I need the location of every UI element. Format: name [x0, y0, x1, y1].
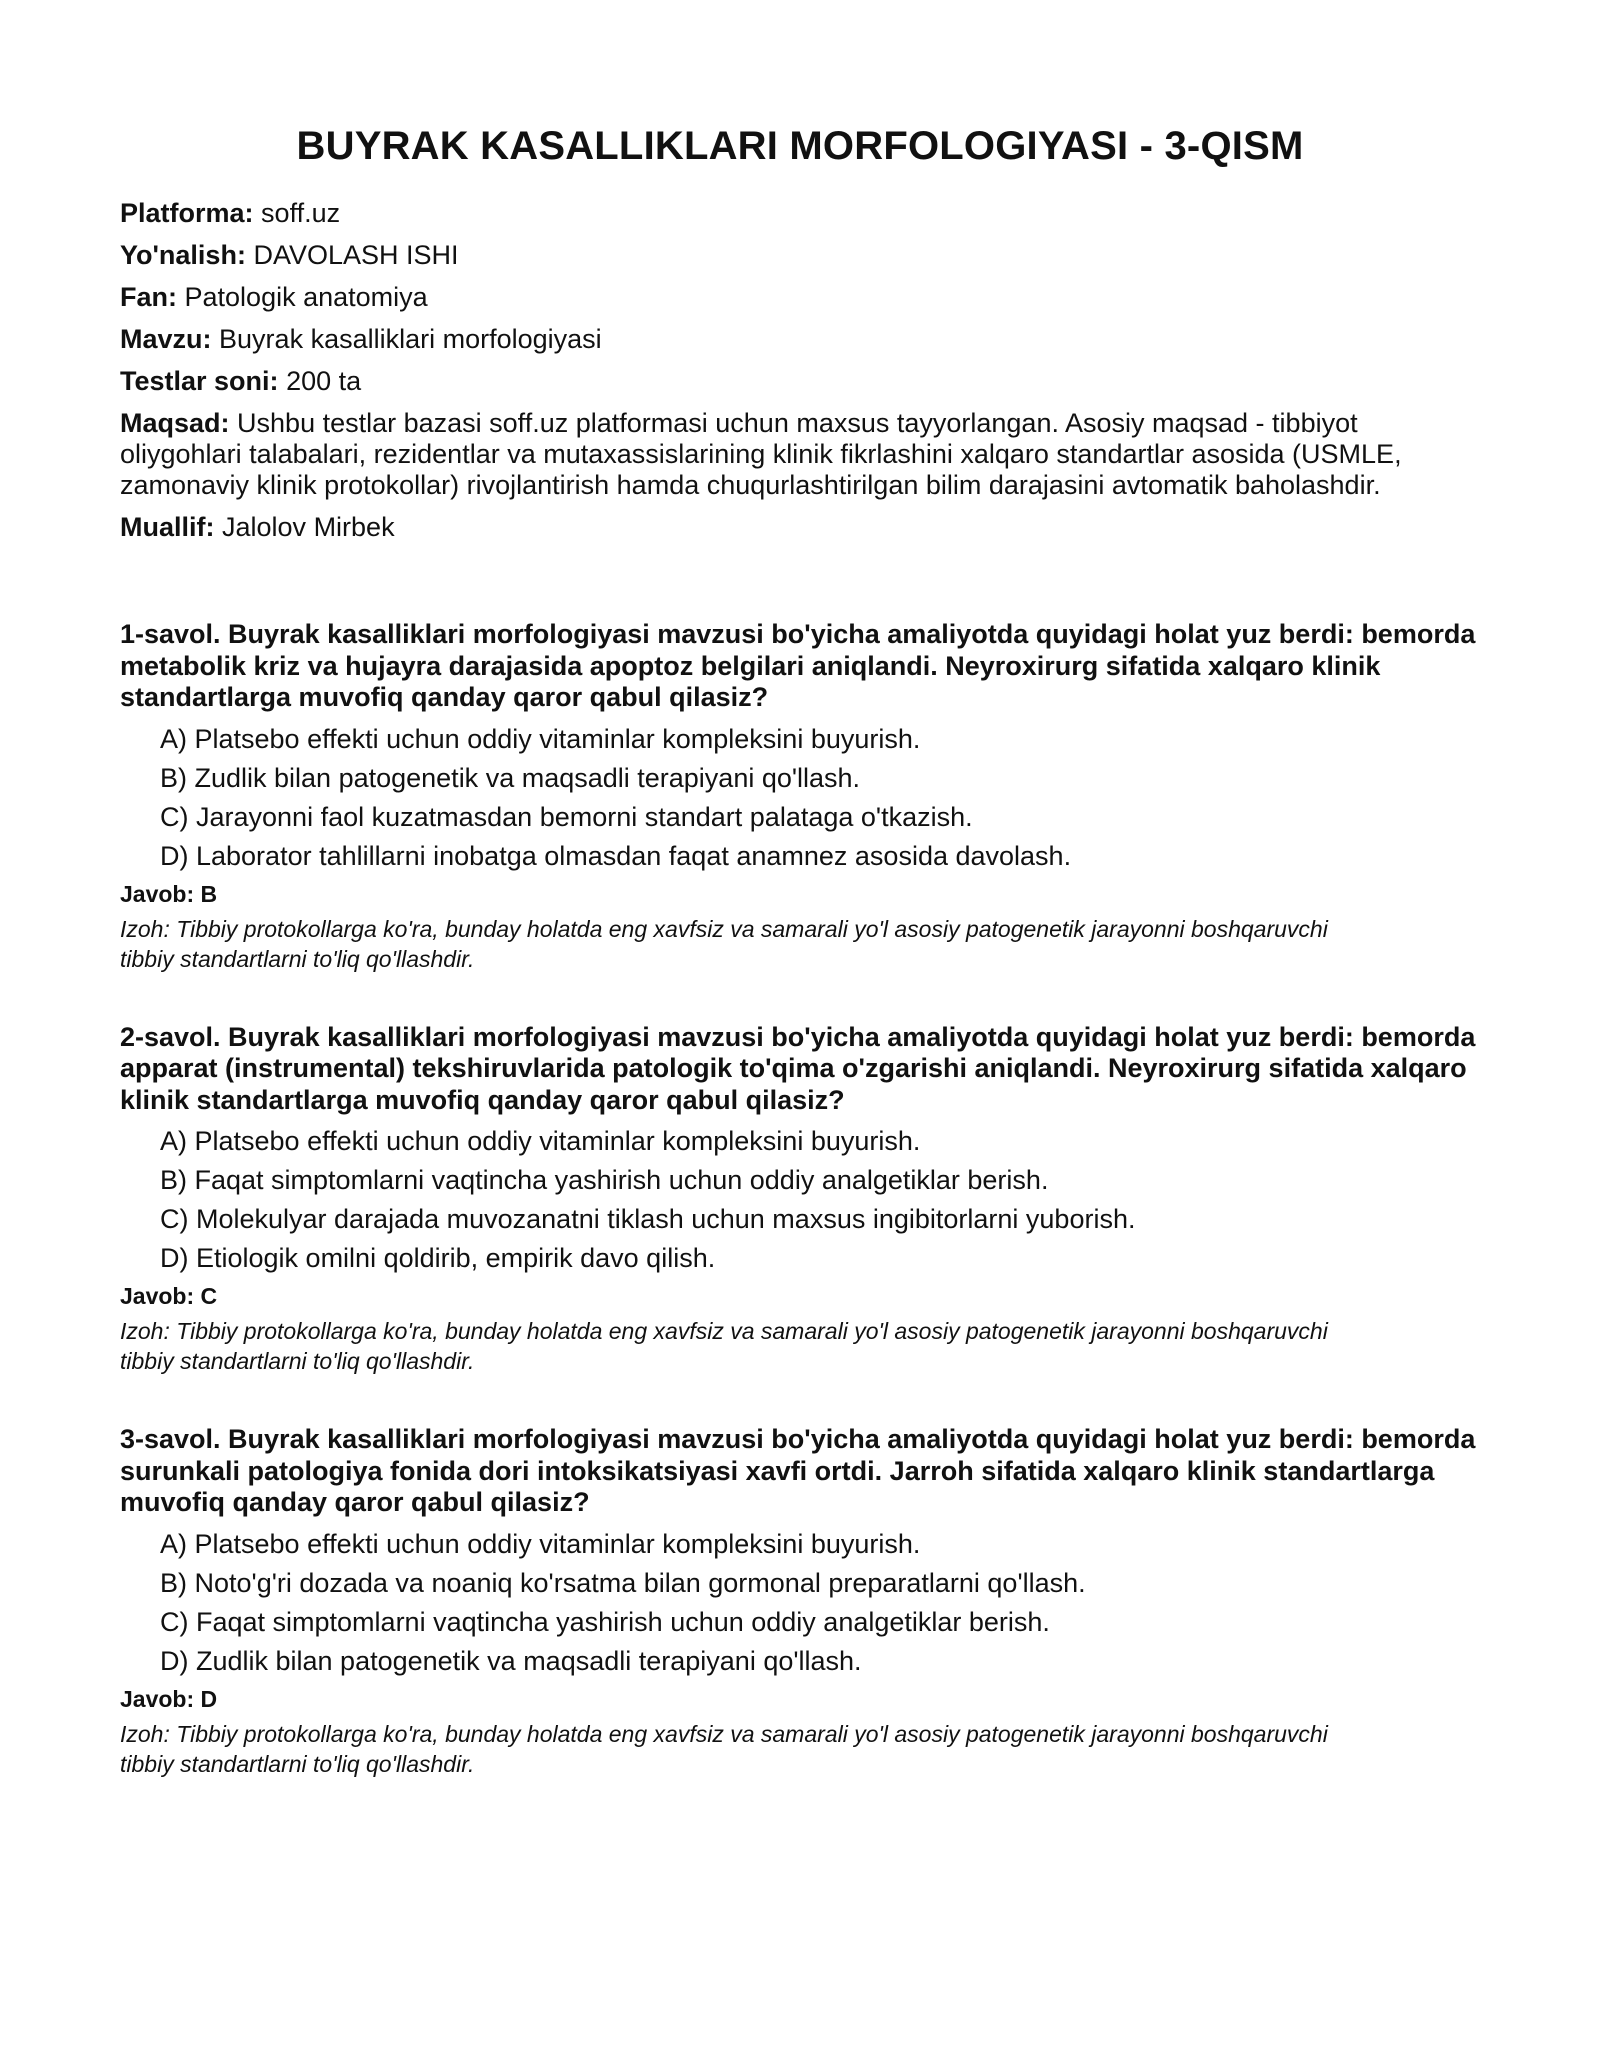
answer-options	[120, 1126, 1480, 1273]
questions-list	[120, 619, 1480, 1779]
option-c: C) Jarayonni faol kuzatmasdan bemorni standart palataga o'tkazish.	[160, 801, 973, 832]
explanation-note: Izoh: Tibbiy protokollarga ko'ra, bunday holatda eng xavfsiz va samarali yo'l asosiy patogenetik jarayonni boshqaruvchi tibbiy standartlarni to'liq qo'llashdir.	[120, 915, 1328, 972]
meta-topic	[120, 324, 1480, 355]
question-text: 2-savol. Buyrak kasalliklari morfologiyasi mavzusi bo'yicha amaliyotda quyidagi holat yuz berdi: bemorda apparat (instrumental) tekshiruvlarida patologik to'qima o'zgarishi aniqlandi. Neyroxirurg sifatida xalqaro klinik standartlarga muvofiq qanday qaror qabul qilasiz?	[120, 1021, 1476, 1115]
meta-test-count	[120, 366, 1480, 397]
option-b: B) Zudlik bilan patogenetik va maqsadli terapiyani qo'llash.	[160, 762, 861, 793]
option-d: D) Zudlik bilan patogenetik va maqsadli terapiyani qo'llash.	[160, 1645, 862, 1676]
document-page	[120, 0, 1480, 1827]
meta-topic-key: Mavzu:	[120, 324, 212, 354]
meta-test-count-key: Testlar soni:	[120, 366, 279, 396]
answer-key: Javob: B	[120, 880, 218, 907]
answer-options	[120, 1529, 1480, 1676]
option-b: B) Faqat simptomlarni vaqtincha yashirish uchun oddiy analgetiklar berish.	[160, 1165, 1049, 1195]
meta-subject-key: Fan:	[120, 282, 177, 312]
meta-topic-value: Buyrak kasalliklari morfologiyasi	[219, 324, 602, 354]
option-a: A) Platsebo effekti uchun oddiy vitaminlar kompleksini buyurish.	[160, 1126, 921, 1156]
meta-subject	[120, 282, 1480, 313]
option-c: C) Faqat simptomlarni vaqtincha yashirish uchun oddiy analgetiklar berish.	[160, 1606, 1050, 1637]
option-d: D) Laborator tahlillarni inobatga olmasdan faqat anamnez asosida davolash.	[160, 840, 1072, 871]
meta-platform	[120, 198, 1480, 229]
meta-direction-key: Yo'nalish:	[120, 240, 246, 270]
explanation-note: Izoh: Tibbiy protokollarga ko'ra, bunday holatda eng xavfsiz va samarali yo'l asosiy patogenetik jarayonni boshqaruvchi tibbiy standartlarni to'liq qo'llashdir.	[120, 1318, 1328, 1374]
meta-author	[120, 512, 1480, 543]
question-block	[120, 619, 1480, 974]
question-text: 3-savol. Buyrak kasalliklari morfologiyasi mavzusi bo'yicha amaliyotda quyidagi holat yuz berdi: bemorda surunkali patologiya fonida dori intoksikatsiyasi xavfi ortdi. Jarroh sifatida xalqaro klinik standartlarga muvofiq qanday qaror qabul qilasiz?	[120, 1424, 1476, 1517]
option-a: A) Platsebo effekti uchun oddiy vitaminlar kompleksini buyurish.	[160, 1528, 921, 1559]
meta-author-key: Muallif:	[120, 512, 215, 542]
question-block	[120, 1022, 1480, 1377]
meta-purpose-key: Maqsad:	[120, 408, 230, 438]
meta-direction-value: DAVOLASH ISHI	[253, 240, 459, 270]
meta-direction	[120, 240, 1480, 271]
answer-key: Javob: D	[120, 1685, 218, 1712]
meta-purpose-value: Ushbu testlar bazasi soff.uz platformasi uchun maxsus tayyorlangan. Asosiy maqsad - tibbiyot oliygohlari talabalari, rezidentlar va mutaxassislarining klinik fikrlashini xalqaro standartlar asosida (USMLE, zamonaviy klinik protokollar) rivojlantirish hamda chuqurlashtirilgan bilim darajasini avtomatik baholashdir.	[120, 408, 1402, 500]
option-c: C) Molekulyar darajada muvozanatni tiklash uchun maxsus ingibitorlarni yuborish.	[160, 1204, 1136, 1234]
meta-platform-value: soff.uz	[261, 198, 341, 228]
option-d: D) Etiologik omilni qoldirib, empirik davo qilish.	[160, 1243, 716, 1273]
meta-subject-value: Patologik anatomiya	[184, 282, 428, 312]
meta-platform-key: Platforma:	[120, 198, 254, 228]
answer-options	[120, 724, 1480, 871]
explanation-note: Izoh: Tibbiy protokollarga ko'ra, bunday holatda eng xavfsiz va samarali yo'l asosiy patogenetik jarayonni boshqaruvchi tibbiy standartlarni to'liq qo'llashdir.	[120, 1720, 1328, 1777]
metadata-section	[120, 198, 1480, 543]
option-a: A) Platsebo effekti uchun oddiy vitaminlar kompleksini buyurish.	[160, 723, 921, 754]
meta-purpose	[120, 408, 1460, 501]
meta-test-count-value: 200 ta	[286, 366, 362, 396]
answer-key: Javob: C	[120, 1283, 218, 1309]
option-b: B) Noto'g'ri dozada va noaniq ko'rsatma bilan gormonal preparatlarni qo'llash.	[160, 1567, 1086, 1598]
document-title: BUYRAK KASALLIKLARI MORFOLOGIYASI - 3-QISM	[296, 124, 1304, 168]
question-text: 1-savol. Buyrak kasalliklari morfologiyasi mavzusi bo'yicha amaliyotda quyidagi holat yuz berdi: bemorda metabolik kriz va hujayra darajasida apoptoz belgilari aniqlandi. Neyroxirurg sifatida xalqaro klinik standartlarga muvofiq qanday qaror qabul qilasiz?	[120, 619, 1476, 712]
meta-author-value: Jalolov Mirbek	[222, 512, 395, 542]
question-block	[120, 1424, 1480, 1779]
